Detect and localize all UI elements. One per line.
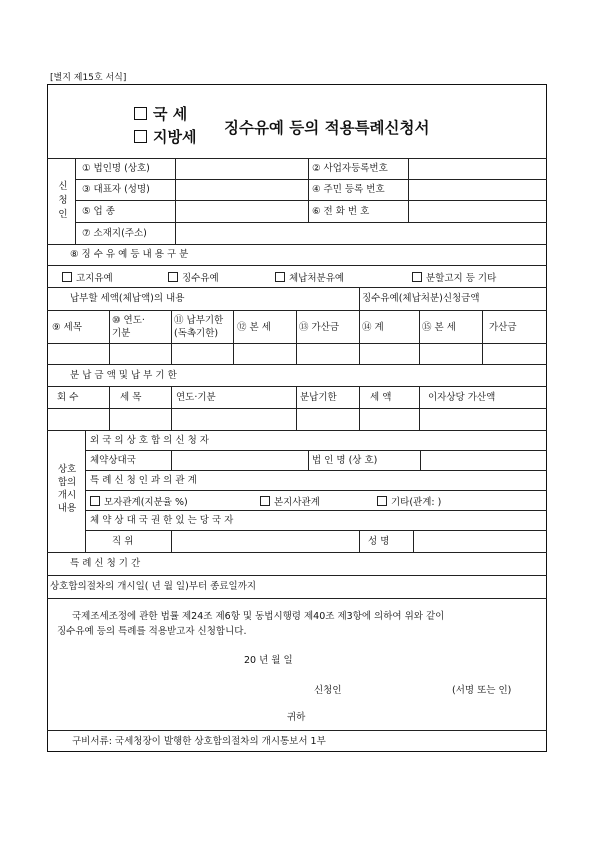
resident-no-field[interactable] bbox=[409, 180, 546, 199]
installment-title: 분 납 금 액 및 납 부 기 한 bbox=[70, 370, 177, 381]
option-national-tax[interactable]: 국 세 bbox=[134, 103, 187, 124]
checkbox-icon bbox=[90, 496, 100, 506]
relation-parent-sub[interactable]: 모자관계(지분율 %) bbox=[90, 496, 188, 508]
option-installment-other[interactable]: 분할고지 등 기타 bbox=[412, 272, 496, 284]
declaration-line1: 국제조세조정에 관한 법률 제24조 제6항 및 동법시행령 제40조 제3항에 의하여 위와 같이 bbox=[72, 611, 445, 622]
page-title: 징수유예 등의 적용특례신청서 bbox=[224, 119, 430, 137]
deferral-amount-title: 징수유예(체납처분)신청금액 bbox=[362, 293, 480, 304]
foreign-corp-field[interactable] bbox=[421, 451, 546, 469]
col-req-principal: ⑮ 본 세 bbox=[422, 322, 456, 333]
corp-name-label: ① 법인명 (상호) bbox=[82, 163, 150, 174]
corp-name-field[interactable] bbox=[176, 159, 307, 178]
col-total: ⑭ 계 bbox=[362, 322, 384, 333]
col-period: 기분 bbox=[112, 328, 131, 339]
relation-other[interactable]: 기타(관계: ) bbox=[377, 496, 441, 508]
col-count: 회 수 bbox=[57, 392, 79, 403]
checkbox-icon bbox=[62, 272, 72, 282]
resident-no-label: ④ 주민 등록 번호 bbox=[312, 184, 385, 195]
checkbox-icon bbox=[134, 130, 147, 143]
rep-label: ③ 대표자 (성명) bbox=[82, 184, 150, 195]
country-label: 체약상대국 bbox=[90, 455, 136, 466]
form-label: [별지 제15호 서식] bbox=[50, 73, 127, 83]
checkbox-icon bbox=[134, 107, 147, 120]
option-notice-deferral[interactable]: 고지유예 bbox=[62, 272, 113, 284]
phone-label: ⑥ 전 화 번 호 bbox=[312, 206, 370, 217]
section8-title: ⑧ 징 수 유 예 등 내 용 구 분 bbox=[70, 249, 189, 260]
applicant-side-label: 신청인 bbox=[58, 181, 68, 220]
position-label: 직 위 bbox=[112, 536, 134, 547]
address-label: ⑦ 소재지(주소) bbox=[82, 228, 147, 239]
relation-branch[interactable]: 본지사관계 bbox=[260, 496, 320, 508]
checkbox-icon bbox=[377, 496, 387, 506]
relation-title: 특 례 신 청 인 과 의 관 계 bbox=[90, 475, 197, 486]
checkbox-icon bbox=[168, 272, 178, 282]
name-label: 성 명 bbox=[368, 536, 390, 547]
col-interest: 이자상당 가산액 bbox=[428, 392, 496, 403]
authority-title: 체 약 상 대 국 권 한 있 는 당 국 자 bbox=[90, 515, 234, 526]
attachments-note: 구비서류: 국세청장이 발행한 상호합의절차의 개시통보서 1부 bbox=[72, 736, 326, 747]
position-field[interactable] bbox=[172, 531, 358, 551]
foreign-corp-label: 법 인 명 (상 호) bbox=[312, 455, 378, 466]
signer-label: 신청인 bbox=[314, 685, 342, 696]
checkbox-icon bbox=[260, 496, 270, 506]
biz-no-label: ② 사업자등록번호 bbox=[312, 163, 388, 174]
period-title: 특 례 신 청 기 간 bbox=[70, 558, 141, 569]
col-req-surcharge: 가산금 bbox=[489, 322, 517, 333]
period-text: 상호합의절차의 개시일( 년 월 일)부터 종료일까지 bbox=[50, 581, 257, 592]
phone-field[interactable] bbox=[409, 201, 546, 221]
application-date: 20 년 월 일 bbox=[244, 655, 293, 666]
business-field[interactable] bbox=[176, 201, 307, 221]
checkbox-icon bbox=[412, 272, 422, 282]
col-year-period: 연도·기분 bbox=[176, 392, 216, 403]
col-tax-item: ⑨ 세목 bbox=[52, 322, 82, 333]
col-year: ⑩ 연도· bbox=[112, 315, 145, 326]
col-due-date: ⑪ 납부기한 bbox=[174, 315, 224, 326]
country-field[interactable] bbox=[172, 451, 307, 469]
addressee: 귀하 bbox=[287, 712, 306, 723]
col-reminder-date: (독촉기한) bbox=[174, 328, 219, 339]
tax-content-title: 납부할 세액(체납액)의 내용 bbox=[70, 293, 185, 304]
option-local-tax[interactable]: 지방세 bbox=[134, 126, 196, 147]
option-collection-deferral[interactable]: 징수유예 bbox=[168, 272, 219, 284]
name-field[interactable] bbox=[414, 531, 546, 551]
rep-field[interactable] bbox=[176, 180, 307, 199]
address-field[interactable] bbox=[176, 223, 546, 243]
signature-field[interactable]: (서명 또는 인) bbox=[452, 685, 512, 696]
col-surcharge: ⑬ 가산금 bbox=[299, 322, 340, 333]
checkbox-icon bbox=[275, 272, 285, 282]
option-disposition-deferral[interactable]: 체납처분유예 bbox=[275, 272, 344, 284]
col-amount: 세 액 bbox=[370, 392, 392, 403]
business-label: ⑤ 업 종 bbox=[82, 206, 115, 217]
biz-no-field[interactable] bbox=[409, 159, 546, 178]
mutual-side-label: 상호 합의 개시 내용 bbox=[57, 464, 77, 514]
col-installment-due: 분납기한 bbox=[300, 392, 337, 403]
col-item: 세 목 bbox=[120, 392, 142, 403]
foreign-applicant-title: 외 국 의 상 호 합 의 신 청 자 bbox=[90, 435, 209, 446]
col-principal: ⑫ 본 세 bbox=[237, 322, 271, 333]
declaration-line2: 징수유예 등의 특례를 적용받고자 신청합니다. bbox=[57, 626, 247, 637]
